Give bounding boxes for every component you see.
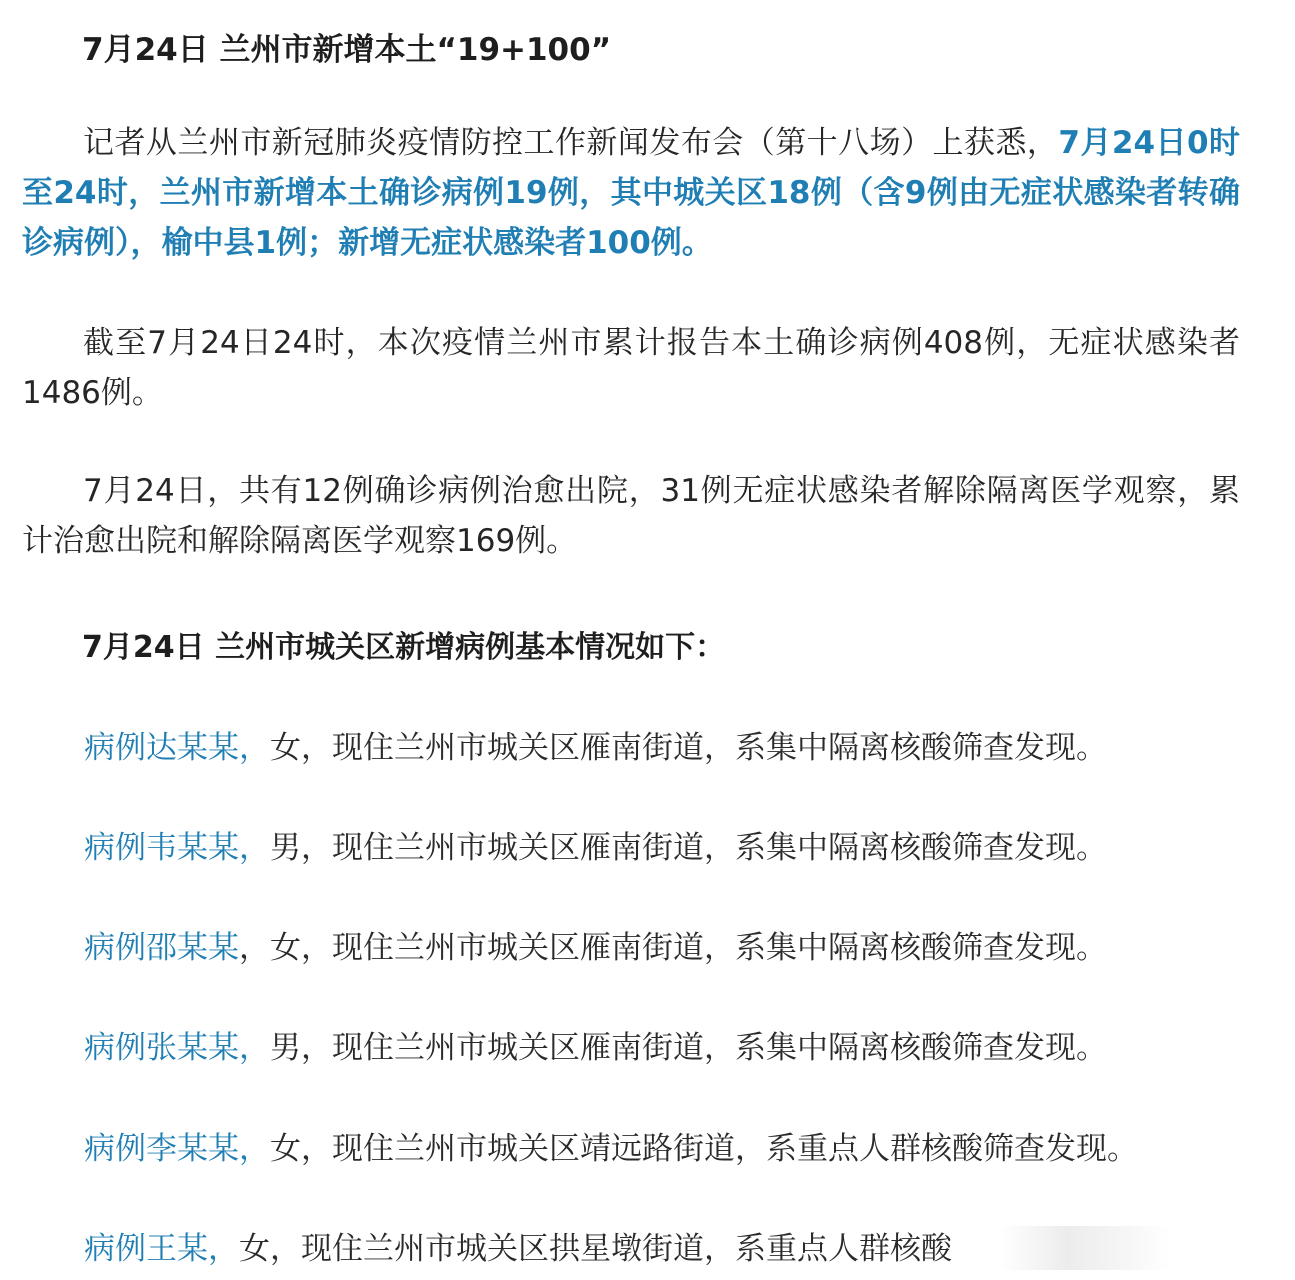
case-detail: 男，现住兰州市城关区雁南街道，系集中隔离核酸筛查发现。 <box>270 830 1107 866</box>
section-heading: 7月24日 兰州市城关区新增病例基本情况如下： <box>82 630 726 665</box>
headline: 7月24日 兰州市新增本土“19+100” <box>82 32 612 68</box>
case-name: 病例韦某某， <box>84 830 270 866</box>
case-item <box>84 822 1107 867</box>
case-detail: 女，现住兰州市城关区靖远路街道，系重点人群核酸筛查发现。 <box>270 1131 1138 1167</box>
paragraph-cumulative: 截至7月24日24时，本次疫情兰州市累计报告本土确诊病例408例，无症状感染者1486例。 <box>22 325 1240 411</box>
case-detail: 女，现住兰州市城关区雁南街道，系集中隔离核酸筛查发现。 <box>270 730 1107 766</box>
case-item <box>84 922 1107 967</box>
paragraph-recovered: 7月24日，共有12例确诊病例治愈出院，31例无症状感染者解除隔离医学观察，累计治愈出院和解除隔离医学观察169例。 <box>22 473 1240 559</box>
case-name: 病例李某某， <box>84 1131 270 1167</box>
case-item <box>84 1022 1107 1067</box>
case-name: 病例张某某， <box>84 1030 270 1066</box>
case-detail: ，女，现住兰州市城关区雁南街道，系集中隔离核酸筛查发现。 <box>239 930 1107 966</box>
intro-text: 记者从兰州市新冠肺炎疫情防控工作新闻发布会（第十八场）上获悉， <box>83 125 1059 161</box>
case-item <box>84 1123 1138 1168</box>
case-name: 病例邵某某 <box>84 930 239 966</box>
case-name: 病例达某某， <box>84 730 270 766</box>
watermark <box>1000 1226 1170 1270</box>
paragraph-intro <box>22 118 1240 268</box>
case-item <box>84 1223 952 1268</box>
case-name: 病例王某， <box>84 1231 239 1267</box>
intro-highlight-text: 7月24日0时至24时，兰州市新增本土确诊病例19例，其中城关区18例（含9例由无症状感染者转确诊病例），榆中县1例；新增无症状感染者100例。 <box>22 125 1241 261</box>
case-detail: 男，现住兰州市城关区雁南街道，系集中隔离核酸筛查发现。 <box>270 1030 1107 1066</box>
case-detail: 女，现住兰州市城关区拱星墩街道，系重点人群核酸 <box>239 1231 952 1267</box>
case-item <box>84 722 1107 767</box>
